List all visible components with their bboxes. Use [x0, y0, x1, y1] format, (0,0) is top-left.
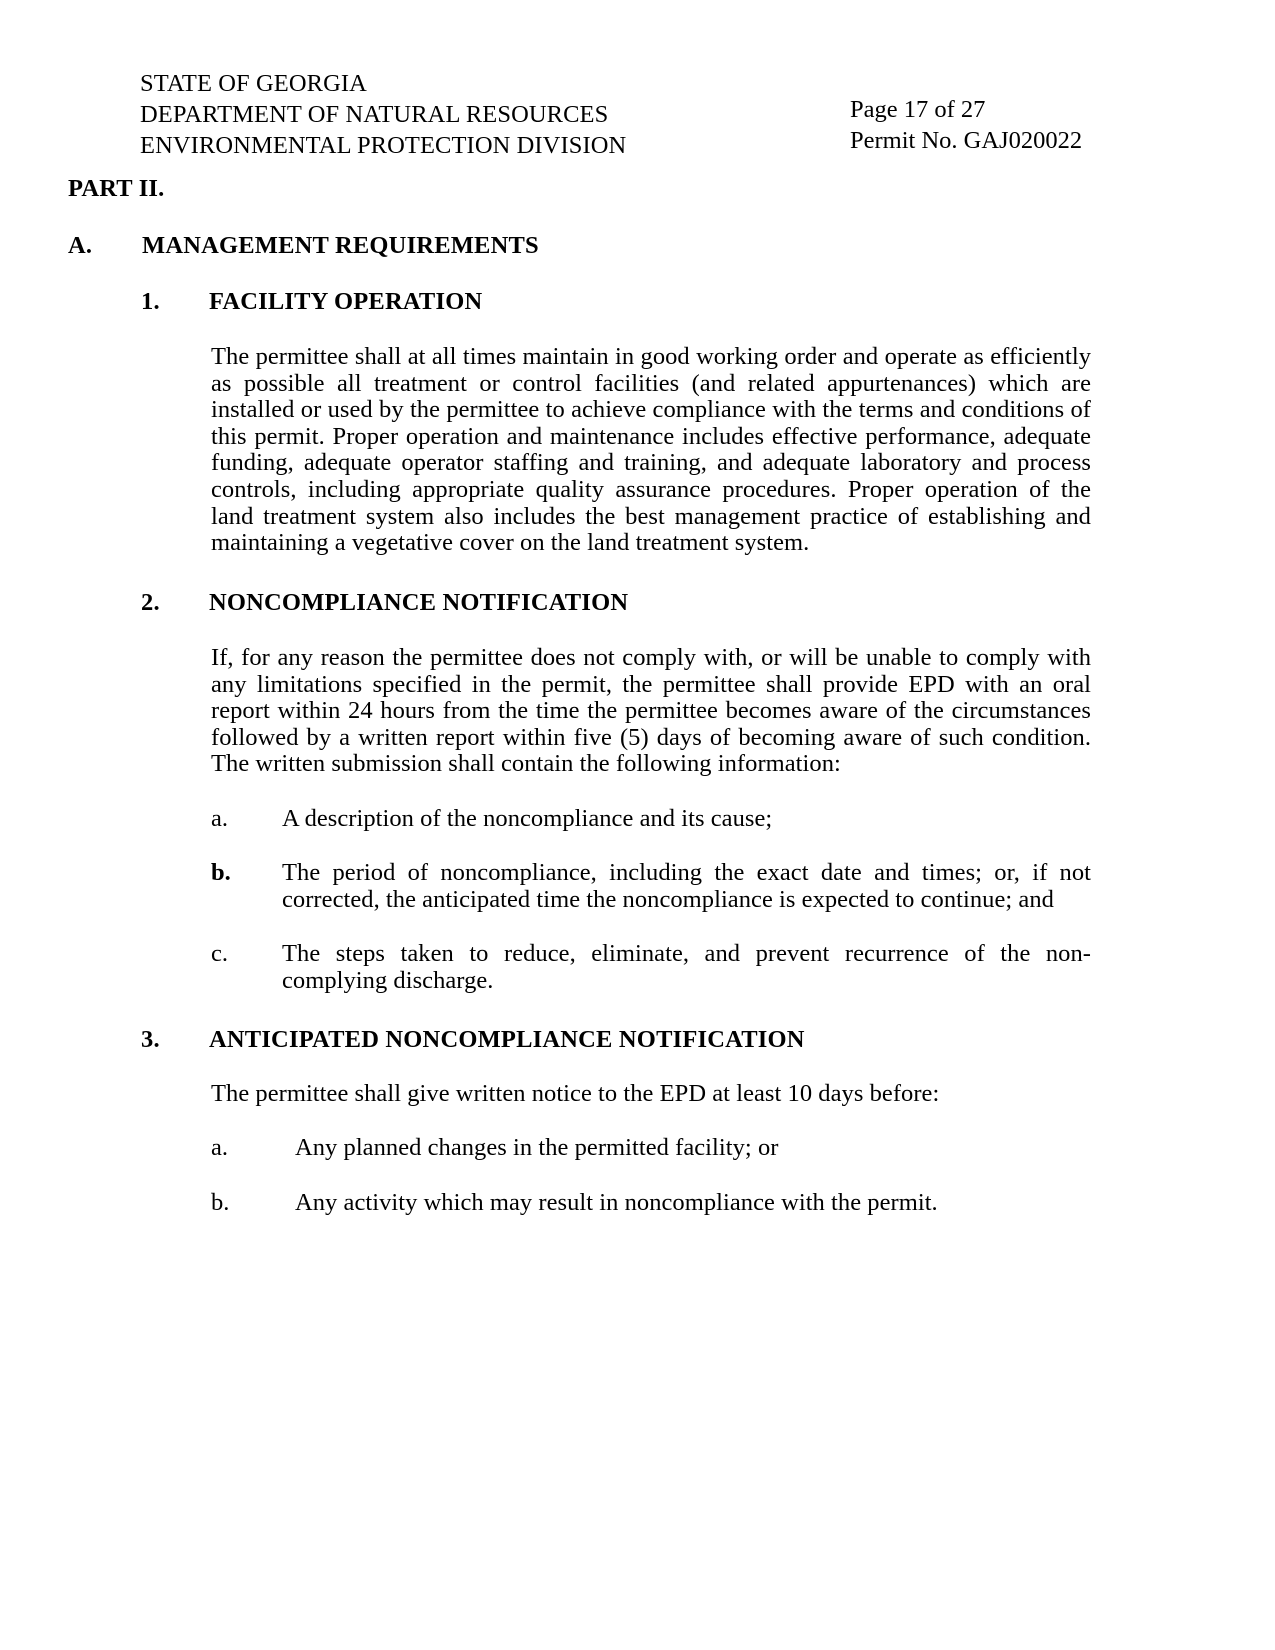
list-item-text: A description of the noncompliance and its cause;: [282, 805, 773, 832]
section-heading-a: [68, 232, 1108, 260]
header-line-division: ENVIRONMENTAL PROTECTION DIVISION: [140, 132, 627, 159]
page-info-block: [850, 68, 1082, 161]
list-item-text: Any activity which may result in noncompliance with the permit.: [295, 1189, 938, 1216]
subsection-heading-3: [141, 1026, 1101, 1054]
subsection-title-2: NONCOMPLIANCE NOTIFICATION: [209, 589, 629, 616]
list-item-letter: b.: [211, 1189, 230, 1216]
subsection-paragraph-2: If, for any reason the permittee does not comply with, or will be unable to comply with any limitations specified in the permit, the permittee shall provide EPD with an oral report within 24 hours from the time the permittee becomes aware of the circumstances followed by a written report within five (5) days of becoming aware of such condition. The written submission shall contain the following information:: [211, 644, 1091, 778]
section-marker: A.: [68, 232, 93, 259]
subsection-title-3: ANTICIPATED NONCOMPLIANCE NOTIFICATION: [209, 1026, 805, 1053]
list-item: [211, 806, 1091, 833]
header-line-department: DEPARTMENT OF NATURAL RESOURCES: [140, 101, 609, 128]
list-item: [211, 860, 1091, 913]
list-item-text: The period of noncompliance, including the exact date and times; or, if not corrected, the anticipated time the noncompliance is expected to continue; and: [282, 859, 1091, 913]
part-heading: PART II.: [68, 175, 165, 202]
subsection-paragraph-3: The permittee shall give written notice to the EPD at least 10 days before:: [211, 1080, 940, 1107]
list-item: [211, 941, 1091, 994]
header-line-state: STATE OF GEORGIA: [140, 70, 367, 97]
list-item-letter: a.: [211, 805, 229, 832]
list-item-text: The steps taken to reduce, eliminate, and prevent recurrence of the non-complying discharge.: [282, 940, 1091, 994]
list-item: [211, 1190, 1091, 1217]
list-item: [211, 1135, 1091, 1162]
permit-number: Permit No. GAJ020022: [850, 127, 1083, 154]
document-header: [140, 68, 1100, 161]
agency-block: [140, 68, 850, 161]
subsection-heading-2: [141, 589, 1101, 617]
list-item-text: Any planned changes in the permitted facility; or: [295, 1134, 779, 1161]
list-item-letter: b.: [211, 859, 231, 886]
subsection-marker-1: 1.: [141, 288, 160, 315]
list-item-letter: c.: [211, 940, 229, 967]
section-title: MANAGEMENT REQUIREMENTS: [142, 232, 539, 259]
subsection-marker-2: 2.: [141, 589, 160, 616]
subsection-heading-1: [141, 288, 1101, 316]
subsection-marker-3: 3.: [141, 1026, 160, 1053]
page-number: Page 17 of 27: [850, 96, 986, 123]
subsection-title-1: FACILITY OPERATION: [209, 288, 483, 315]
list-item-letter: a.: [211, 1134, 229, 1161]
subsection-paragraph-1: The permittee shall at all times maintain in good working order and operate as efficiently as possible all treatment or control facilities (and related appurtenances) which are installed or used by the permittee to achieve compliance with the terms and conditions of this permit. Proper operation and maintenance includes effective performance, adequate funding, adequate operator staffing and training, and adequate laboratory and process controls, including appropriate quality assurance procedures. Proper operation of the land treatment system also includes the best management practice of establishing and maintaining a vegetative cover on the land treatment system.: [211, 343, 1091, 557]
